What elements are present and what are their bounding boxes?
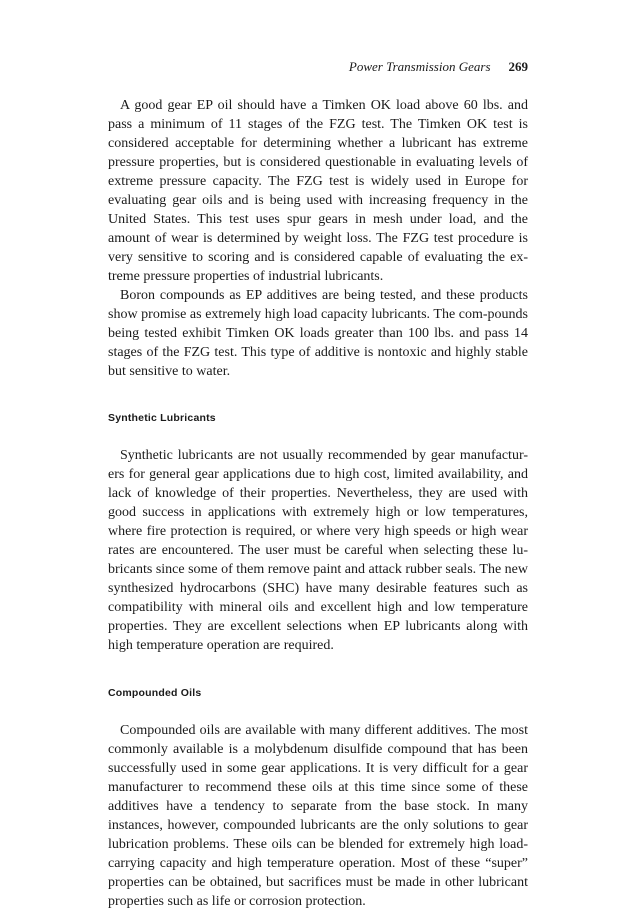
page-number: 269 [508,59,528,74]
section-heading-compounded-oils: Compounded Oils [108,687,202,699]
paragraph-ep-oil-tests: A good gear EP oil should have a Timken OK load above 60 lbs. and pass a minimum of 11 stages of the FZG test. The Timken OK test is considered acceptable for determining whether a lubricant has extreme pressure properties, but is considered questionable in evaluating levels of extreme pressure capacity. The FZG test is widely used in Europe for evaluating gear oils and is being used with increasing frequency in the United States. This test uses spur gears in mesh under load, and the amount of wear is determined by weight loss. The FZG test procedure is very sensitive to scoring and is considered capable of evaluating the ex-treme pressure properties of industrial lubricants. [108,98,528,284]
running-head-title: Power Transmission Gears [348,59,491,74]
body-text [108,96,528,911]
paragraph-synthetic-lubricants: Synthetic lubricants are not usually recommended by gear manufactur-ers for general gear applications due to high cost, limited availability, and lack of knowledge of their properties. Nevertheless, they are used with good success in applications with extremely high or low temperatures, where fire protection is required, or where very high speeds or high wear rates are encountered. The user must be careful when selecting these lu-bricants since some of them remove paint and attack rubber seals. The new synthesized hydrocarbons (SHC) have many desirable features such as compatibility with mineral oils and excellent high and low temperature properties. They are excellent selections when EP lubricants along with high temperature operation are required. [108,448,528,653]
intro-section [108,96,528,381]
paragraph-boron-compounds: Boron compounds as EP additives are being tested, and these products show promise as extremely high load capacity lubricants. The com-pounds being tested exhibit Timken OK loads greater than 100 lbs. and pass 14 stages of the FZG test. This type of additive is nontoxic and highly stable but sensitive to water. [108,288,528,379]
section-synthetic-lubricants [108,411,528,655]
section-compounded-oils [108,686,528,911]
running-head [108,59,528,75]
paragraph-compounded-oils: Compounded oils are available with many different additives. The most commonly available is a molybdenum disulfide compound that has been successfully used in some gear applications. It is very difficult for a gear manufacturer to recommend these oils at this time since some of these additives have a tendency to separate from the base stock. In many instances, however, compounded lubricants are the only solutions to gear lubrication problems. These oils can be blended for extremely high load-carrying capacity and high temperature operation. Most of these “super” properties can be obtained, but sacrifices must be made in other lubricant properties such as life or corrosion protection. [108,723,528,909]
section-heading-synthetic-lubricants: Synthetic Lubricants [108,412,216,424]
